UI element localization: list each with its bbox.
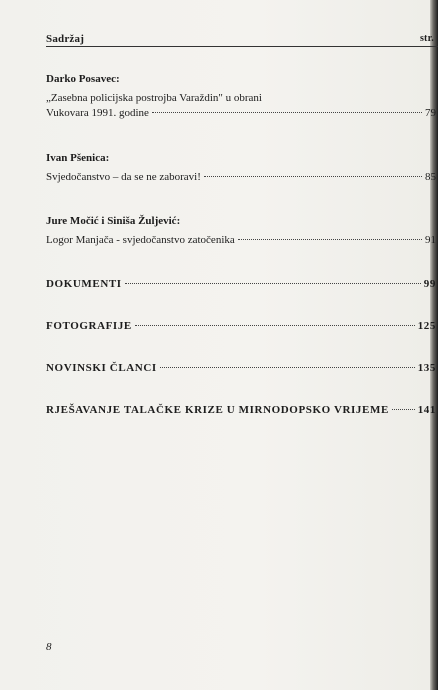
entry-page-number: 85 xyxy=(425,171,436,183)
toc-section xyxy=(46,362,436,374)
entry-title-text: Svjedočanstvo – da se ne zaboravi! xyxy=(46,171,201,183)
toc-entry xyxy=(46,151,436,185)
entry-title-line xyxy=(46,233,436,248)
leader-dots xyxy=(152,112,422,113)
toc-section xyxy=(46,320,436,332)
entry-author: Jure Močić i Siniša Žuljević: xyxy=(46,215,181,227)
entry-author: Ivan Pšenica: xyxy=(46,152,110,164)
toc-section xyxy=(46,404,436,416)
header-title: Sadržaj xyxy=(46,33,85,45)
section-page-number: 99 xyxy=(423,278,436,290)
entry-title-line: „Zasebna policijska postrojba Varaždin" u obrani xyxy=(46,92,262,104)
entry-page-number: 79 xyxy=(425,107,436,119)
section-line xyxy=(46,404,436,416)
leader-dots xyxy=(204,176,422,177)
leader-dots xyxy=(238,239,422,240)
section-title: NOVINSKI ČLANCI xyxy=(46,362,157,374)
section-title: FOTOGRAFIJE xyxy=(46,320,132,332)
header-rule xyxy=(46,46,438,47)
section-title: DOKUMENTI xyxy=(46,278,122,290)
leader-dots xyxy=(392,409,415,410)
toc-entry xyxy=(46,72,436,121)
section-line xyxy=(46,320,436,332)
toc-entry xyxy=(46,214,436,248)
entry-page-number: 91 xyxy=(425,234,436,246)
entry-title-text: Vukovara 1991. godine xyxy=(46,107,149,119)
leader-dots xyxy=(160,367,415,368)
entry-author: Darko Posavec: xyxy=(46,73,120,85)
leader-dots xyxy=(125,283,421,284)
section-title: RJEŠAVANJE TALAČKE KRIZE U MIRNODOPSKO VRIJEME xyxy=(46,404,389,416)
section-page-number: 125 xyxy=(417,320,436,332)
running-header xyxy=(46,33,438,45)
section-line xyxy=(46,362,436,374)
entry-title-line xyxy=(46,106,436,121)
header-page-column: str. xyxy=(419,33,434,44)
section-page-number: 135 xyxy=(417,362,436,374)
page-folio-number: 8 xyxy=(46,641,52,653)
entry-title-text: Logor Manjača - svjedočanstvo zatočenika xyxy=(46,234,235,246)
toc-section xyxy=(46,278,436,290)
entry-title-line xyxy=(46,170,436,185)
section-line xyxy=(46,278,436,290)
section-page-number: 141 xyxy=(417,404,436,416)
leader-dots xyxy=(135,325,415,326)
